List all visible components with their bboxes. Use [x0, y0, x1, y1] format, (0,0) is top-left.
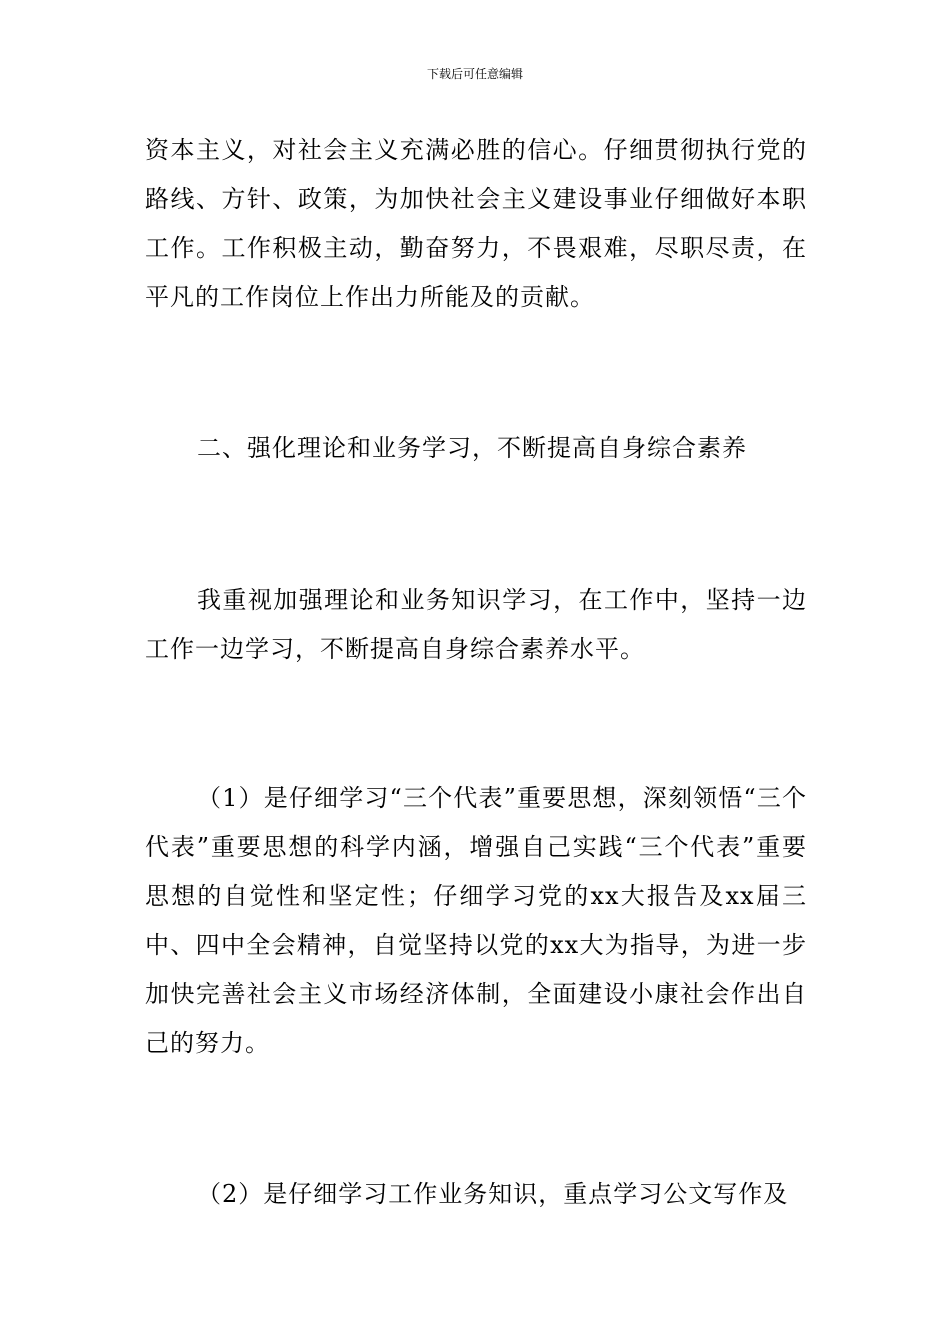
paragraph-continuation: 资本主义，对社会主义充满必胜的信心。仔细贯彻执行党的路线、方针、政策，为加快社会主义建设事业仔细做好本职工作。工作积极主动，勤奋努力，不畏艰难，尽职尽责，在平凡的工作岗位上作出力所能及的贡献。	[145, 136, 807, 311]
page-header: 下载后可任意编辑	[426, 67, 523, 81]
section-heading: 二、强化理论和业务学习，不断提高自身综合素养	[197, 434, 747, 462]
paragraph-item-2: （2）是仔细学习工作业务知识，重点学习公文写作及	[197, 1180, 789, 1208]
paragraph-intro: 我重视加强理论和业务知识学习，在工作中，坚持一边工作一边学习，不断提高自身综合素养水平。	[145, 586, 807, 663]
paragraph-item-1: （1）是仔细学习“三个代表”重要思想，深刻领悟“三个代表”重要思想的科学内涵，增强自己实践“三个代表”重要思想的自觉性和坚定性；仔细学习党的xx大报告及xx届三中、四中全会精神，自觉坚持以党的xx大为指导，为进一步加快完善社会主义市场经济体制，全面建设小康社会作出自己的努力。	[145, 784, 807, 1057]
